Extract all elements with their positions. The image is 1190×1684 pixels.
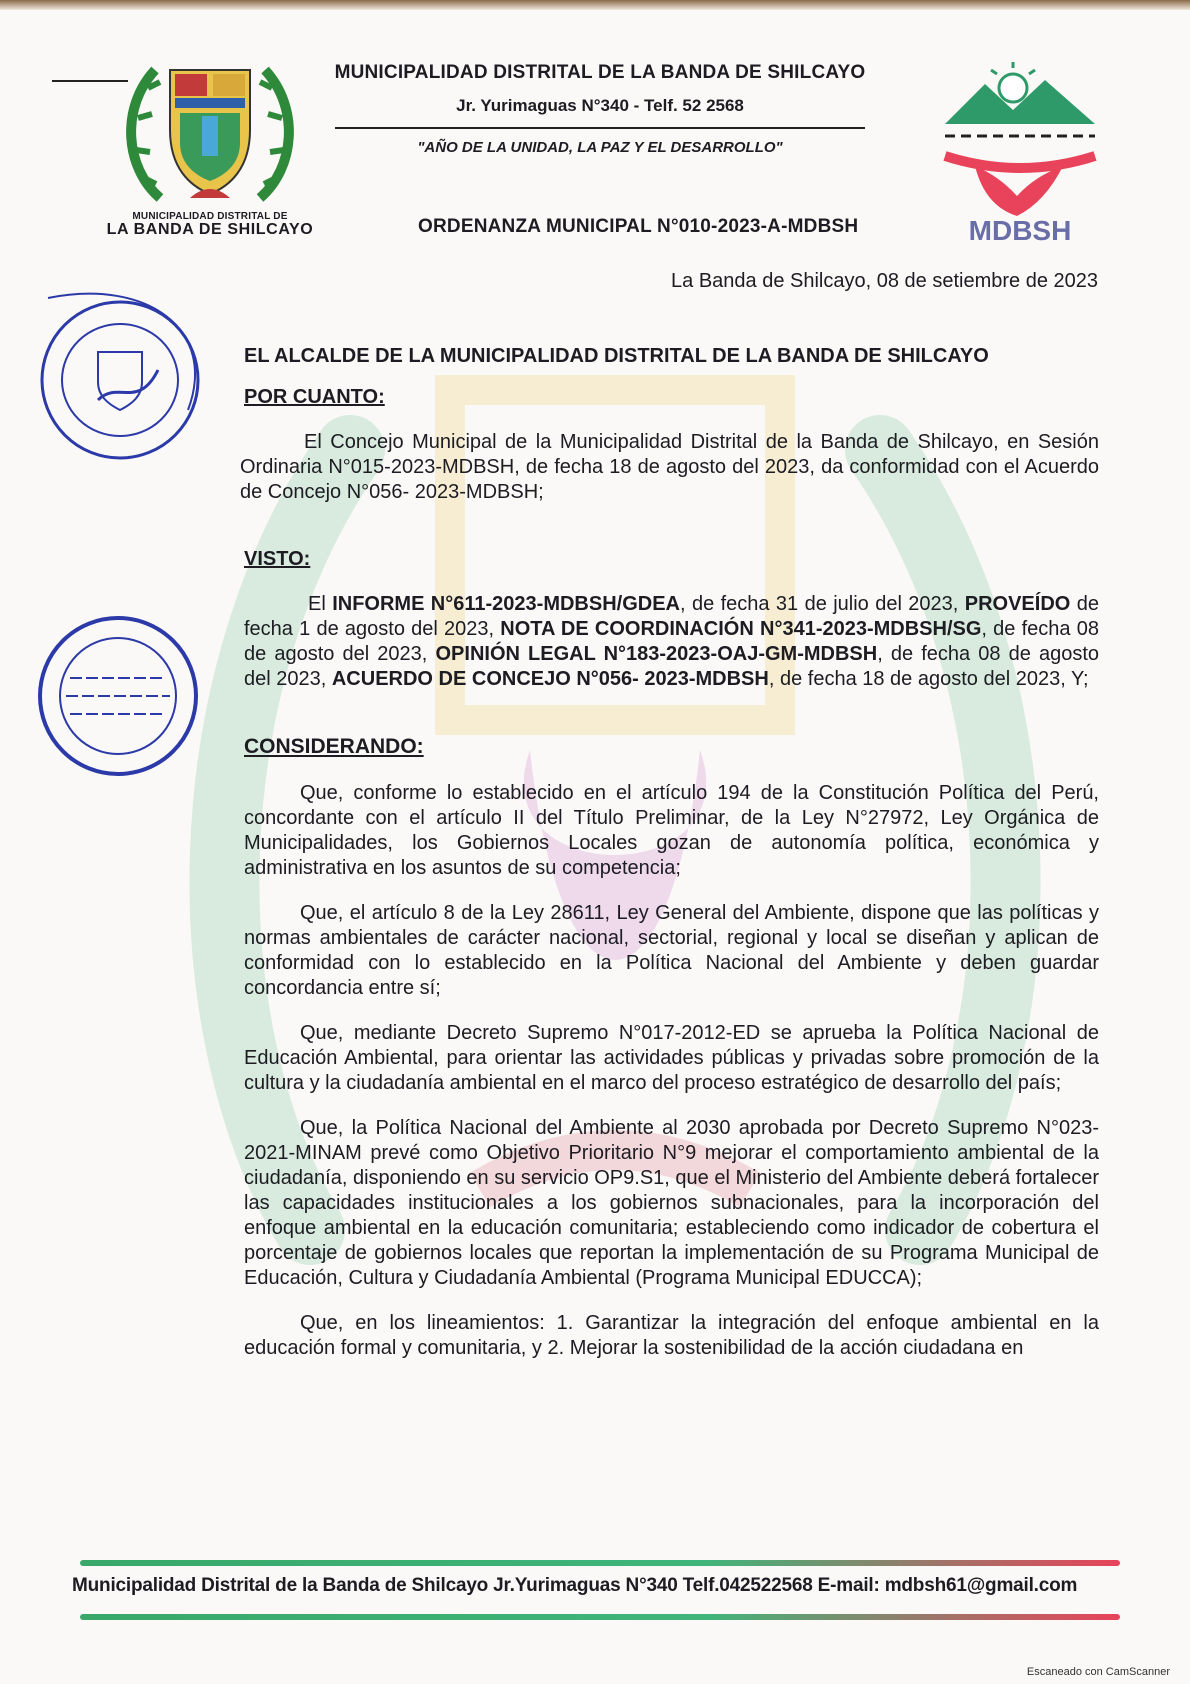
gerencia-seal-stamp-icon <box>30 608 205 783</box>
letterhead <box>320 62 880 156</box>
institution-name: MUNICIPALIDAD DISTRITAL DE LA BANDA DE SHILCAYO <box>334 62 866 83</box>
page-top-edge <box>0 0 1190 10</box>
crest-caption-small: MUNICIPALIDAD DISTRITAL DE <box>132 211 288 222</box>
visto-heading: VISTO: <box>244 548 311 570</box>
footer-contact: Municipalidad Distrital de la Banda de Shilcayo Jr.Yurimaguas N°340 Telf.042522568 E-mail: mdbsh61@gmail.com <box>72 1575 1078 1596</box>
logo-text: MDBSH <box>968 215 1072 244</box>
municipal-crest-icon <box>120 58 300 208</box>
considerando-heading: CONSIDERANDO: <box>244 735 424 758</box>
institution-address: Jr. Yurimaguas N°340 - Telf. 52 2568 <box>456 96 744 115</box>
date-line: La Banda de Shilcayo, 08 de setiembre de 2023 <box>671 270 1098 292</box>
municipal-seal-stamp-icon <box>28 290 208 470</box>
crest-caption-big: LA BANDA DE SHILCAYO <box>106 221 314 238</box>
mdbsh-logo-icon <box>935 62 1105 244</box>
por-cuanto-paragraph: El Concejo Municipal de la Municipalidad Distrital de la Banda de Shilcayo, en Sesión Ordinaria N°015-2023-MDBSH, de fecha 18 de agosto del 2023, da conformidad con el Acuerdo de Concejo N°056- 2023-MDBSH; <box>240 431 1099 503</box>
considerando-paragraph: Que, mediante Decreto Supremo N°017-2012-ED se aprueba la Política Nacional de Educación Ambiental, para orientar las actividades públicas y privadas sobre promoción de la cultura y la ciudadanía ambiental en el marco del proceso estratégico de desarrollo del país; <box>244 1022 1099 1094</box>
por-cuanto-heading: POR CUANTO: <box>244 386 385 408</box>
scanner-watermark: Escaneado con CamScanner <box>1026 1666 1170 1678</box>
considerando-paragraph: Que, en los lineamientos: 1. Garantizar la integración del enfoque ambiental en la educación formal y comunitaria, y 2. Mejorar la sostenibilidad de la acción ciudadana en <box>244 1312 1099 1359</box>
footer-stripe-bottom <box>80 1614 1120 1620</box>
crest-caption <box>95 212 325 238</box>
margin-dash <box>52 80 128 82</box>
ordinance-title: ORDENANZA MUNICIPAL N°010-2023-A-MDBSH <box>418 216 859 237</box>
header-rule <box>335 127 865 129</box>
year-motto: "AÑO DE LA UNIDAD, LA PAZ Y EL DESARROLLO" <box>417 139 783 156</box>
visto-paragraph: El INFORME N°611-2023-MDBSH/GDEA, de fecha 31 de julio del 2023, PROVEÍDO de fecha 1 de agosto del 2023, NOTA DE COORDINACIÓN N°341-2023-MDBSH/SG, de fecha 08 de agosto del 2023, OPINIÓN LEGAL N°183-2023-OAJ-GM-MDBSH, de fecha 08 de agosto del 2023, ACUERDO DE CONCEJO N°056- 2023-MDBSH, de fecha 18 de agosto del 2023, Y; <box>244 593 1100 690</box>
considerando-paragraph: Que, el artículo 8 de la Ley 28611, Ley General del Ambiente, dispone que las políticas y normas ambientales de carácter nacional, sectorial, regional y local se diseñan y aplican de conformidad con lo establecido en la Política Nacional del Ambiente y deben guardar concordancia entre sí; <box>244 902 1099 999</box>
issuer-line: EL ALCALDE DE LA MUNICIPALIDAD DISTRITAL DE LA BANDA DE SHILCAYO <box>244 345 989 367</box>
considerando-paragraph: Que, la Política Nacional del Ambiente al 2030 aprobada por Decreto Supremo N°023-2021-MINAM prevé como Objetivo Prioritario N°9 mejorar el comportamiento ambiental de la ciudadanía, disponiendo en su servicio OP9.S1, que el Ministerio del Ambiente deberá fortalecer las capacidades institucionales a los gobiernos subnacionales, para la incorporación del enfoque ambiental en la educación comunitaria; estableciendo como indicador de cobertura el porcentaje de gobiernos locales que reportan la implementación de su Programa Municipal de Educación, Cultura y Ciudadanía Ambiental (Programa Municipal EDUCCA); <box>244 1117 1099 1289</box>
footer-stripe-top <box>80 1560 1120 1566</box>
document-body <box>240 344 1100 1361</box>
considerando-paragraph: Que, conforme lo establecido en el artículo 194 de la Constitución Política del Perú, concordante con el artículo II del Título Preliminar, de la Ley N°27972, Ley Orgánica de Municipalidades, los Gobiernos Locales gozan de autonomía política, económica y administrativa en los asuntos de su competencia; <box>244 782 1099 879</box>
